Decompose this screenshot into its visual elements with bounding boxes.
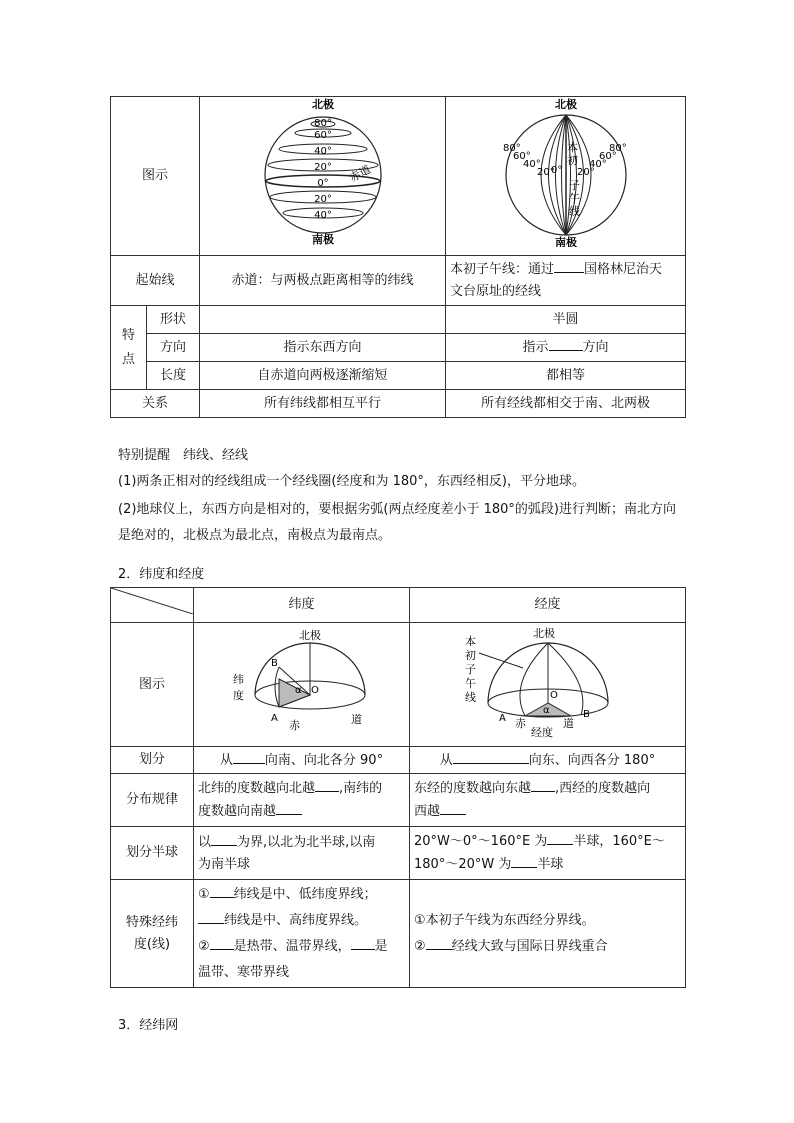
hemi-lon-text-4: 半球 — [537, 857, 564, 872]
lon2-north: 北极 — [532, 627, 555, 640]
header-latitude: 纬度 — [194, 588, 410, 623]
note-paragraph-2: (2)地球仪上，东西方向是相对的，要根据劣弧(两点经度差小于 180°的弧段)进行判断；南北方向是绝对的，北极点为最北点，南极点为最南点。 — [118, 502, 677, 543]
lat-tick: 80° — [313, 118, 332, 129]
lat-tick: 20° — [313, 194, 332, 205]
shape-lon-cell: 半圆 — [446, 306, 686, 334]
latitude-degree-figure — [194, 623, 410, 747]
div-lon-text-1: 从 — [439, 752, 453, 768]
lat-fig-north: 北极 — [311, 98, 334, 111]
lat2-O: O — [310, 685, 319, 696]
special-lines-label — [111, 880, 194, 988]
lon-right-tick: 80° — [608, 143, 627, 154]
sp-lon-1: ①本初子午线为东西经分界线。 — [414, 912, 595, 928]
latitude-hemisphere-svg — [227, 623, 377, 738]
special-label-2: 度(线) — [133, 936, 171, 952]
length-lon-cell: 都相等 — [446, 362, 686, 390]
answer-blank[interactable] — [211, 831, 237, 846]
lon2-O: O — [549, 690, 558, 701]
div-lat-text-2: 向南、向北各分 90° — [264, 752, 384, 768]
answer-blank[interactable] — [210, 883, 234, 898]
relation-label: 关系 — [111, 390, 200, 418]
prime-meridian-char: 本 — [566, 141, 578, 154]
feature-label-text: 特点 — [121, 327, 135, 367]
equator-label: 赤道 — [346, 162, 373, 185]
hemi-lon-text-2: 半球，160°E～ — [573, 834, 665, 849]
lat2-du: 度 — [232, 689, 244, 702]
origin-lon-text-2: 国格林尼治天 — [584, 262, 663, 277]
latitude-longitude-degree-table — [110, 587, 686, 988]
lat-tick: 40° — [313, 210, 332, 221]
direction-label: 方向 — [147, 334, 200, 362]
sp-lon-2a: ② — [414, 938, 426, 954]
prime-meridian-char: 午 — [568, 192, 580, 205]
latitude-longitude-lines-table — [110, 96, 686, 418]
shape-lat-cell — [200, 306, 446, 334]
diagonal-line — [111, 588, 193, 614]
distribution-lat-cell — [194, 774, 410, 827]
lon2-B: B — [582, 709, 590, 720]
lat2-A: A — [270, 713, 278, 724]
lon-right-tick: 20° — [576, 167, 595, 178]
answer-blank[interactable] — [531, 777, 555, 792]
length-lat-cell: 自赤道向两极逐渐缩短 — [200, 362, 446, 390]
lon-left-tick: 40° — [522, 159, 541, 170]
lon2-prime-char: 线 — [464, 691, 476, 704]
answer-blank[interactable] — [315, 777, 339, 792]
special-lon-cell — [410, 880, 686, 988]
sp-lat-1b: 纬线是中、低纬度界线； — [233, 886, 377, 902]
answer-blank[interactable] — [547, 830, 573, 845]
answer-blank[interactable] — [453, 749, 529, 764]
prime-meridian-char: 线 — [568, 205, 580, 218]
note-paragraph-1: (1)两条正相对的经线组成一个经线圈(经度和为 180°，东西经相反)，平分地球。 — [118, 474, 586, 489]
lat2-alpha: α — [294, 685, 302, 696]
direction-lon-cell — [446, 334, 686, 362]
hemi-lat-text-1: 以 — [198, 834, 212, 850]
lat2-chi: 赤 — [288, 719, 300, 732]
law-lon-text-1: 东经的度数越向东越 — [414, 781, 532, 796]
latitude-globe-figure — [200, 97, 446, 256]
note-title: 特别提醒 纬线、经线 — [118, 448, 249, 463]
sp-lat-3b: 是热带、温带界线， — [233, 938, 351, 954]
lat-fig-south: 南极 — [311, 233, 334, 246]
lon-fig-south: 南极 — [554, 236, 577, 247]
diagonal-header-cell — [111, 588, 194, 623]
sp-lat-4: 温带、寒带界线 — [198, 964, 290, 980]
hemisphere-lat-cell — [194, 827, 410, 880]
answer-blank[interactable] — [351, 935, 375, 950]
section-3-heading: 3．经纬网 — [118, 1018, 179, 1033]
lon2-A: A — [498, 713, 506, 724]
origin-lon-cell — [446, 256, 686, 306]
dir-lon-text-2: 方向 — [582, 340, 609, 355]
hemisphere-lon-cell — [410, 827, 686, 880]
div-lat-text-1: 从 — [219, 752, 233, 768]
prime-meridian-char: 初 — [566, 154, 578, 167]
lon2-prime-char: 子 — [464, 663, 476, 676]
relation-lat-cell: 所有纬线都相互平行 — [200, 390, 446, 418]
hemi-lat-text-3: 为南半球 — [198, 856, 251, 872]
prime-meridian-char: 子 — [568, 179, 580, 192]
shape-label: 形状 — [147, 306, 200, 334]
dir-lon-text-1: 指示 — [522, 340, 549, 355]
sp-lat-1a: ① — [198, 886, 210, 902]
lon-left-tick: 80° — [502, 143, 521, 154]
lat-tick: 20° — [313, 162, 332, 173]
origin-lat-cell: 赤道：与两极点距离相等的纬线 — [200, 256, 446, 306]
longitude-hemisphere-svg — [463, 623, 633, 738]
answer-blank[interactable] — [511, 853, 537, 868]
lon-center-tick: 0° — [550, 165, 562, 176]
lon2-prime-char: 午 — [464, 677, 476, 690]
lon2-prime-char: 初 — [464, 649, 476, 662]
lon-fig-north: 北极 — [554, 98, 577, 111]
div-lon-text-2: 向东、向西各分 180° — [528, 752, 656, 768]
lat-tick: 0° — [316, 178, 329, 189]
lat2-dao: 道 — [350, 713, 362, 726]
sp-lat-3c: 是 — [374, 938, 388, 954]
lat2-north: 北极 — [298, 629, 321, 642]
relation-lon-cell: 所有经线都相交于南、北两极 — [446, 390, 686, 418]
header-longitude: 经度 — [410, 588, 686, 623]
figure-label: 图示 — [111, 97, 200, 256]
lon2-prime-char: 本 — [464, 635, 476, 648]
special-label-1: 特殊经纬 — [125, 914, 178, 930]
answer-blank[interactable] — [554, 258, 584, 273]
lat-tick: 60° — [313, 130, 332, 141]
lon2-alpha: α — [542, 705, 550, 716]
section-2-heading: 2．纬度和经度 — [118, 567, 205, 582]
origin-lon-text-3: 文台原址的经线 — [450, 284, 542, 299]
answer-blank[interactable] — [440, 800, 466, 815]
origin-line-label: 起始线 — [111, 256, 200, 306]
sp-lon-2b: 经线大致与国际日界线重合 — [451, 938, 608, 954]
latitude-globe-svg — [248, 97, 398, 247]
direction-lat-cell: 指示东西方向 — [200, 334, 446, 362]
distribution-label: 分布规律 — [111, 774, 194, 827]
answer-blank[interactable] — [426, 935, 452, 950]
lon-left-tick: 60° — [512, 151, 531, 162]
lat-tick: 40° — [313, 146, 332, 157]
distribution-lon-cell — [410, 774, 686, 827]
longitude-globe-figure — [446, 97, 686, 256]
lon2-dao: 道 — [562, 717, 574, 730]
longitude-degree-figure — [410, 623, 686, 747]
answer-blank[interactable] — [210, 935, 234, 950]
sp-lat-2: 纬线是中、高纬度界线。 — [224, 912, 368, 928]
feature-label — [111, 306, 147, 390]
longitude-globe-svg — [491, 97, 641, 247]
length-label: 长度 — [147, 362, 200, 390]
law-lat-text-1: 北纬的度数越向北越 — [198, 781, 316, 796]
origin-lon-text-1: 本初子午线：通过 — [450, 262, 555, 277]
lat2-B: B — [270, 658, 278, 669]
hemisphere-label: 划分半球 — [111, 827, 194, 880]
answer-blank[interactable] — [276, 800, 302, 815]
sp-lat-3a: ② — [198, 938, 210, 954]
hemi-lon-text-3: 180°～20°W 为 — [414, 857, 512, 872]
law-lon-text-2: ,西经的度数越向 — [555, 781, 651, 796]
lon2-jingdu: 经度 — [530, 726, 553, 738]
division-label: 划分 — [111, 747, 194, 774]
answer-blank[interactable] — [233, 749, 265, 764]
answer-blank[interactable] — [549, 336, 583, 351]
lat2-wei: 纬 — [232, 673, 244, 686]
special-lat-cell — [194, 880, 410, 988]
law-lat-text-2: ,南纬的 — [339, 781, 383, 796]
law-lon-text-3: 西越 — [414, 804, 441, 819]
answer-blank[interactable] — [198, 909, 224, 924]
law-lat-text-3: 度数越向南越 — [198, 804, 277, 819]
lon2-chi: 赤 — [514, 717, 526, 730]
division-lon-cell — [410, 747, 686, 774]
lon-right-tick: 40° — [588, 159, 607, 170]
hemi-lat-text-2: 为界,以北为北半球,以南 — [237, 834, 376, 850]
lon-right-tick: 60° — [598, 151, 617, 162]
lon-left-tick: 20° — [536, 167, 555, 178]
division-lat-cell — [194, 747, 410, 774]
figure-label-2: 图示 — [111, 623, 194, 747]
hemi-lon-text-1: 20°W～0°～160°E 为 — [414, 834, 548, 849]
